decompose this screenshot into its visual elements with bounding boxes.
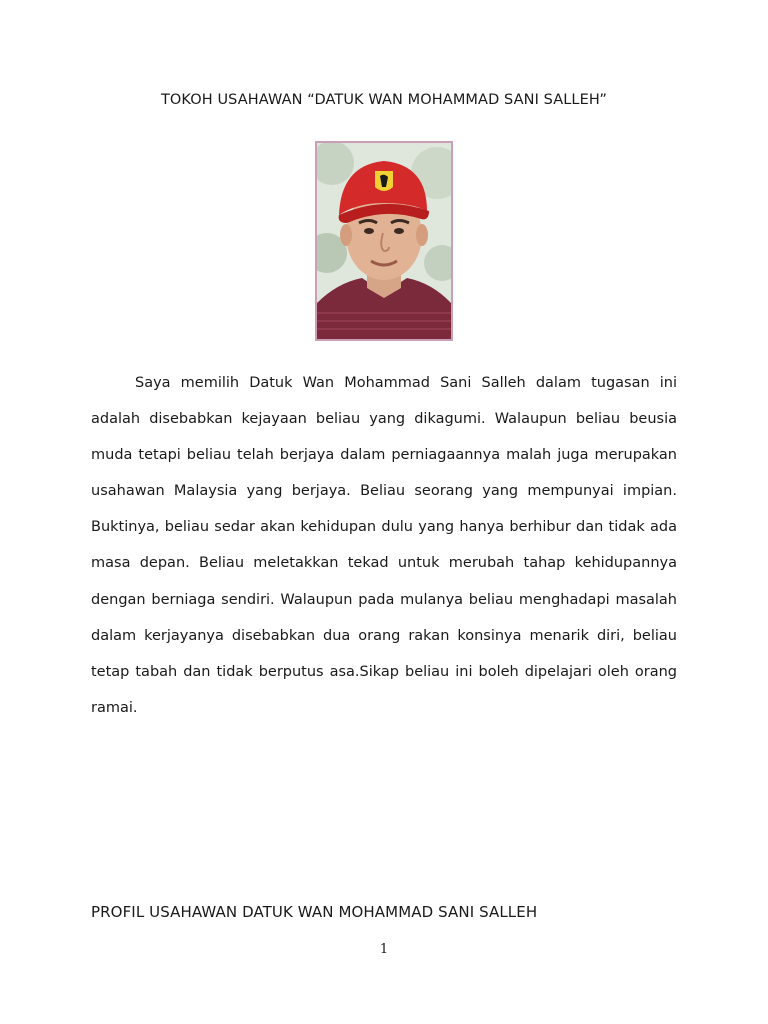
portrait-photo (315, 141, 453, 341)
page-number: 1 (379, 942, 389, 957)
document-title: TOKOH USAHAWAN “DATUK WAN MOHAMMAD SANI SALLEH” (160, 92, 608, 108)
portrait-illustration (317, 143, 451, 339)
body-paragraph: Saya memilih Datuk Wan Mohammad Sani Salleh dalam tugasan ini adalah disebabkan kejayaan beliau yang dikagumi. Walaupun beliau beusia muda tetapi beliau telah berjaya dalam perniagaannya malah juga merupakan usahawan Malaysia yang berjaya. Beliau seorang yang mempunyai impian. Buktinya, beliau sedar akan kehidupan dulu yang hanya berhibur dan tidak ada masa depan. Beliau meletakkan tekad untuk merubah tahap kehidupannya dengan berniaga sendiri. Walaupun pada mulanya beliau menghadapi masalah dalam kerjayanya disebabkan dua orang rakan konsinya menarik diri, beliau tetap tabah dan tidak berputus asa.Sikap beliau ini boleh dipelajari oleh orang ramai. (91, 375, 677, 716)
section-heading: PROFIL USAHAWAN DATUK WAN MOHAMMAD SANI SALLEH (91, 903, 538, 921)
